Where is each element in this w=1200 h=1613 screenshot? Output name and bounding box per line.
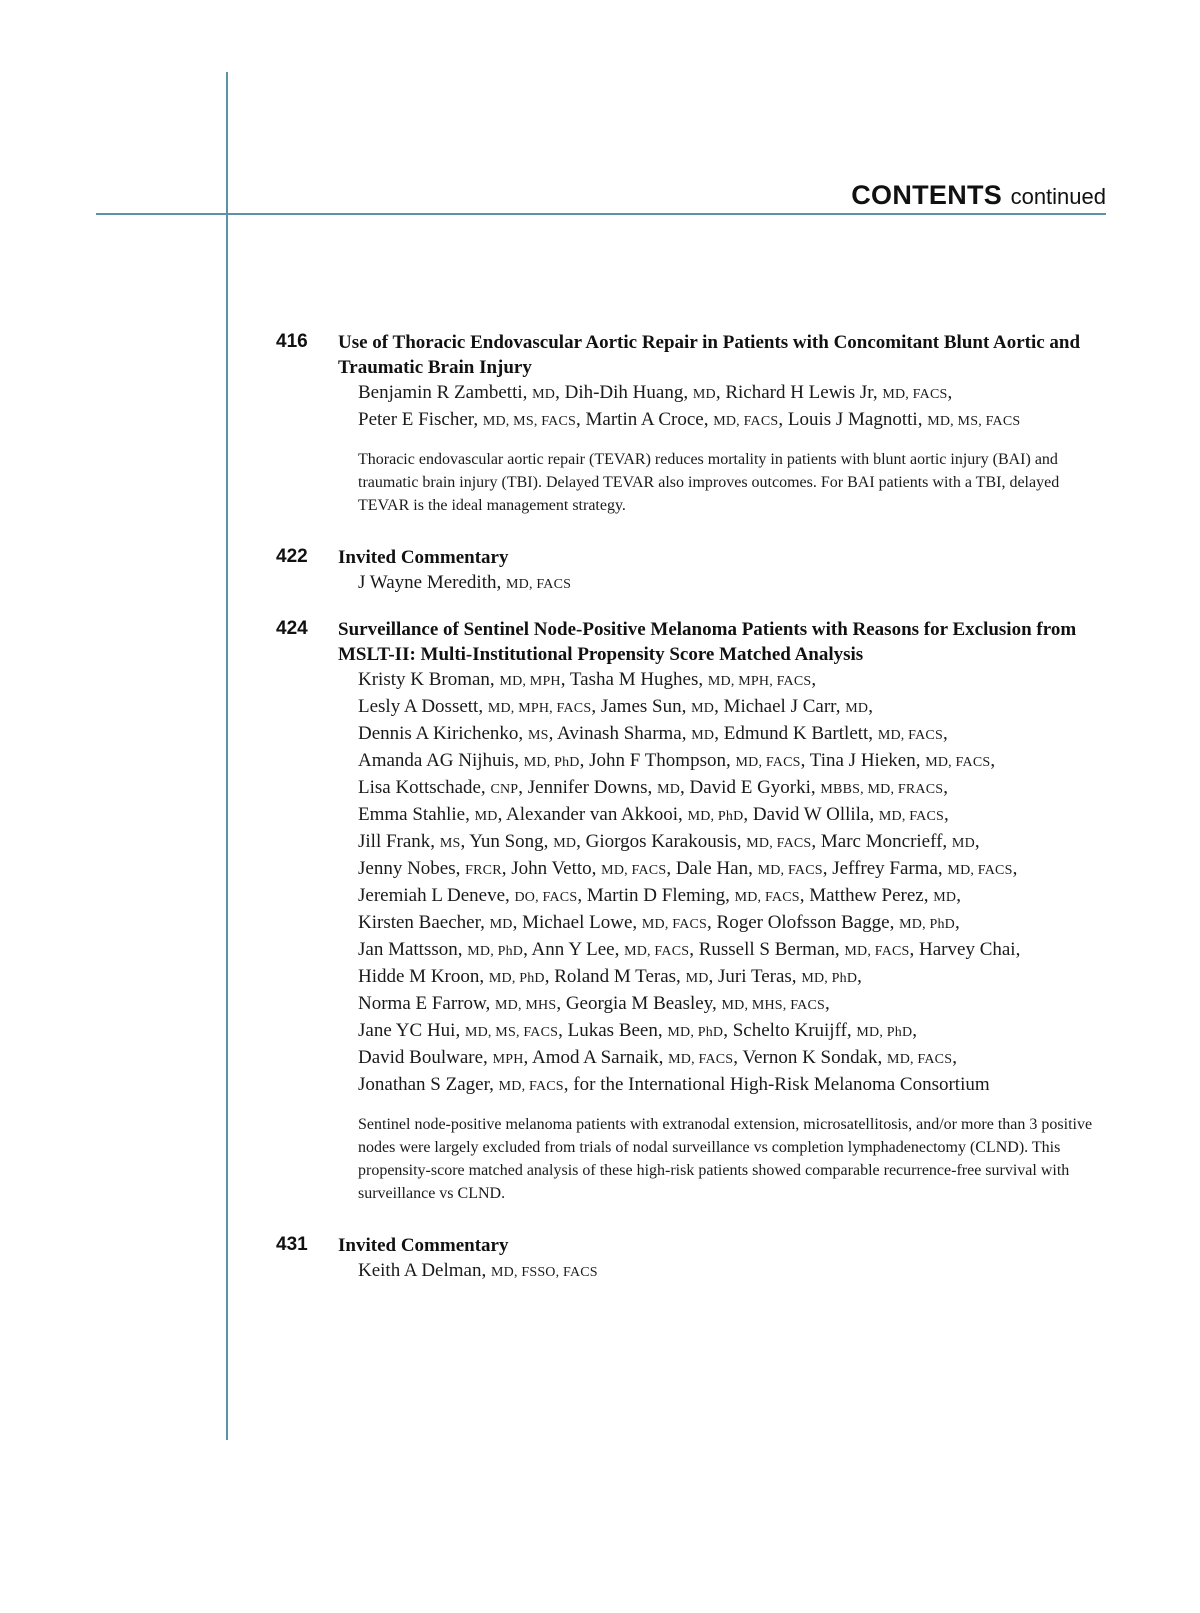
author-name: , Jennifer Downs, [518, 777, 658, 798]
author-degrees: MD, MHS, FACS [721, 998, 825, 1013]
author-list [338, 380, 1106, 434]
author-degrees: FRCR [465, 863, 502, 878]
author-degrees: MD, MS, FACS [464, 1025, 559, 1040]
author-name: David Boulware, [358, 1047, 493, 1068]
author-name: , Giorgos Karakousis, [576, 831, 747, 852]
author-degrees: MD, PhD [667, 1025, 724, 1040]
author-degrees: MD, FACS [757, 863, 823, 878]
author-line [358, 694, 1106, 721]
author-degrees: MD, PhD [687, 809, 744, 824]
author-name: , Marc Moncrieff, [811, 831, 952, 852]
author-degrees: MD [489, 917, 513, 932]
author-degrees: MD [951, 836, 975, 851]
author-degrees: MD [691, 728, 715, 743]
toc-entry[interactable] [276, 1233, 1106, 1285]
author-name: , Dale Han, [666, 858, 758, 879]
author-name: Emma Stahlie, [358, 804, 475, 825]
author-degrees: MD, FACS [734, 890, 800, 905]
author-degrees: MD, FACS [735, 755, 801, 770]
author-name: , [824, 993, 830, 1014]
author-name: , [956, 885, 961, 906]
author-name: Amanda AG Nijhuis, [358, 750, 524, 771]
author-name: , [868, 696, 873, 717]
author-list [338, 570, 1106, 597]
author-name: Hidde M Kroon, [358, 966, 489, 987]
author-degrees: MD [474, 809, 498, 824]
author-name: J Wayne Meredith, [358, 572, 506, 593]
author-line [358, 1018, 1106, 1045]
author-line [358, 748, 1106, 775]
horizontal-rule [96, 213, 1106, 215]
author-degrees: MD, FACS [505, 577, 572, 592]
page-number: 416 [276, 331, 308, 352]
author-name: , [954, 912, 960, 933]
author-line [358, 1045, 1106, 1072]
author-degrees: MD, MHS [495, 998, 557, 1013]
author-degrees: MD, FACS [624, 944, 690, 959]
author-degrees: MD, PhD [899, 917, 955, 932]
author-name: , Juri Teras, [708, 966, 802, 987]
page-number: 422 [276, 546, 308, 567]
author-name: Jane YC Hui, [358, 1020, 465, 1041]
author-degrees: MD, MPH, FACS [487, 701, 592, 716]
author-degrees: MD, PhD [467, 944, 524, 959]
author-name: , David W Ollila, [743, 804, 879, 825]
author-name: , [952, 1047, 957, 1068]
author-degrees: MD, FACS [925, 755, 991, 770]
author-line [358, 910, 1106, 937]
author-name: , Amod A Sarnaik, [523, 1047, 669, 1068]
author-degrees: MD [933, 890, 957, 905]
author-name: , [1012, 858, 1018, 879]
author-degrees: MD, MPH [499, 674, 561, 689]
author-name: Jill Frank, [358, 831, 440, 852]
toc-entry[interactable] [276, 330, 1106, 517]
author-name: Jan Mattsson, [358, 939, 468, 960]
author-line [358, 721, 1106, 748]
page-number: 431 [276, 1234, 308, 1255]
author-name: Keith A Delman, [358, 1260, 491, 1281]
author-name: , Edmund K Bartlett, [714, 723, 878, 744]
author-line [358, 570, 1106, 597]
article-summary: Thoracic endovascular aortic repair (TEVAR) reduces mortality in patients with blunt aortic injury (BAI) and traumatic brain injury (TBI). Delayed TEVAR also improves outcomes. For BAI patients with a TBI, delayed TEVAR is the ideal management strategy. [358, 451, 1060, 514]
author-name: , Ann Y Lee, [523, 939, 625, 960]
author-degrees: MBBS, MD, FRACS [820, 782, 944, 797]
author-name: , Harvey Chai, [909, 939, 1021, 960]
author-name: , [990, 750, 996, 771]
header-title: CONTENTS [851, 180, 1003, 210]
author-name: , Roger Olofsson Bagge, [707, 912, 900, 933]
author-name: , [942, 723, 948, 744]
author-list [338, 667, 1106, 1099]
author-degrees: MS [527, 728, 549, 743]
author-name: Jenny Nobes, [358, 858, 466, 879]
author-line [358, 667, 1106, 694]
author-name: Lisa Kottschade, [358, 777, 491, 798]
article-summary: Sentinel node-positive melanoma patients with extranodal extension, microsatellitosis, and/or more than 3 positive nodes were largely excluded from trials of nodal surveillance vs completion lymphadenectomy (CLND). This propensity-score matched analysis of these high-risk patients showed comparable recurrence-free survival with surveillance vs CLND. [358, 1116, 1093, 1202]
author-list [338, 1258, 1106, 1285]
author-name: , Matthew Perez, [799, 885, 934, 906]
author-name: , Martin D Fleming, [577, 885, 735, 906]
author-name: Peter E Fischer, [358, 409, 483, 430]
author-name: , [943, 777, 948, 798]
author-line [358, 856, 1106, 883]
author-name: , [811, 669, 817, 690]
author-degrees: MD, FACS [641, 917, 708, 932]
author-degrees: MD [553, 836, 577, 851]
article-title[interactable]: Invited Commentary [338, 547, 509, 568]
author-name: Norma E Farrow, [358, 993, 496, 1014]
author-name: Kristy K Broman, [358, 669, 500, 690]
author-degrees: MD, MS, FACS [482, 414, 577, 429]
author-degrees: MD, FACS [746, 836, 812, 851]
author-line [358, 937, 1106, 964]
header-subtitle: continued [1010, 184, 1106, 209]
author-degrees: MD, PhD [523, 755, 580, 770]
article-title[interactable]: Surveillance of Sentinel Node-Positive Melanoma Patients with Reasons for Exclusion from MSLT-II: Multi-Institutional Propensity Score Matched Analysis [338, 619, 1077, 665]
author-name: , Martin A Croce, [576, 409, 714, 430]
author-name: , Avinash Sharma, [548, 723, 692, 744]
toc-entry[interactable] [276, 545, 1106, 597]
author-name: , Michael Lowe, [512, 912, 642, 933]
author-degrees: MD, FACS [498, 1079, 564, 1094]
author-line [358, 991, 1106, 1018]
author-name: , Jeffrey Farma, [822, 858, 948, 879]
author-name: , Alexander van Akkooi, [497, 804, 688, 825]
author-name: , [912, 1020, 918, 1041]
author-name: , for the International High-Risk Melanoma Consortium [563, 1074, 990, 1095]
author-degrees: MD, FACS [882, 387, 948, 402]
author-degrees: CNP [490, 782, 519, 797]
author-name: , Roland M Teras, [544, 966, 686, 987]
author-degrees: MD [657, 782, 681, 797]
author-degrees: MD, FACS [601, 863, 667, 878]
author-name: , Louis J Magnotti, [778, 409, 928, 430]
author-degrees: MD, FACS [844, 944, 910, 959]
author-name: , John Vetto, [501, 858, 602, 879]
page-number: 424 [276, 618, 308, 639]
author-degrees: MD, FACS [887, 1052, 953, 1067]
author-name: , John F Thompson, [579, 750, 736, 771]
article-title[interactable]: Use of Thoracic Endovascular Aortic Repair in Patients with Concomitant Blunt Aortic and Traumatic Brain Injury [338, 332, 1081, 378]
toc-entry[interactable] [276, 617, 1106, 1205]
author-line [358, 1258, 1106, 1285]
author-name: , Schelto Kruijff, [723, 1020, 857, 1041]
article-title[interactable]: Invited Commentary [338, 1235, 509, 1256]
author-name: Jeremiah L Deneve, [358, 885, 515, 906]
author-line [358, 775, 1106, 802]
author-name: , [974, 831, 980, 852]
author-degrees: MD, FACS [947, 863, 1013, 878]
author-degrees: MD [692, 387, 716, 402]
author-degrees: MD [685, 971, 709, 986]
author-name: , Richard H Lewis Jr, [715, 382, 883, 403]
author-name: , David E Gyorki, [680, 777, 821, 798]
author-degrees: DO, FACS [514, 890, 578, 905]
author-degrees: MD, MS, FACS [927, 414, 1021, 429]
author-degrees: MD, FACS [668, 1052, 734, 1067]
author-name: , Russell S Berman, [689, 939, 845, 960]
author-name: Jonathan S Zager, [358, 1074, 499, 1095]
author-degrees: MPH [492, 1052, 524, 1067]
author-degrees: MD [532, 387, 556, 402]
author-degrees: MD, PhD [856, 1025, 913, 1040]
author-degrees: MD [845, 701, 869, 716]
author-name: , Georgia M Beasley, [556, 993, 722, 1014]
author-name: , Michael J Carr, [714, 696, 846, 717]
author-line [358, 964, 1106, 991]
author-name: Benjamin R Zambetti, [358, 382, 533, 403]
author-degrees: MD, FACS [713, 414, 779, 429]
author-line [358, 883, 1106, 910]
author-name: , Yun Song, [460, 831, 554, 852]
author-degrees: MD, PhD [488, 971, 545, 986]
author-name: , [947, 382, 953, 403]
author-name: , Vernon K Sondak, [733, 1047, 888, 1068]
author-degrees: MD, FACS [877, 728, 943, 743]
author-line [358, 802, 1106, 829]
author-name: , Lukas Been, [558, 1020, 668, 1041]
author-name: , Tasha M Hughes, [560, 669, 708, 690]
author-line [358, 407, 1106, 434]
author-degrees: MD, FACS [878, 809, 945, 824]
contents-header [851, 180, 1106, 211]
author-degrees: MD, FSSO, FACS [490, 1265, 598, 1280]
author-name: , Dih-Dih Huang, [555, 382, 693, 403]
author-degrees: MD [691, 701, 715, 716]
author-name: Lesly A Dossett, [358, 696, 488, 717]
author-name: Dennis A Kirichenko, [358, 723, 528, 744]
author-line [358, 380, 1106, 407]
contents-list [276, 330, 1106, 1285]
author-name: , James Sun, [591, 696, 692, 717]
author-name: , [857, 966, 862, 987]
author-degrees: MD, PhD [801, 971, 858, 986]
author-degrees: MS [439, 836, 461, 851]
author-name: , Tina J Hieken, [800, 750, 926, 771]
vertical-rule [226, 72, 228, 1440]
author-degrees: MD, MPH, FACS [707, 674, 812, 689]
author-name: Kirsten Baecher, [358, 912, 490, 933]
author-line [358, 1072, 1106, 1099]
author-name: , [944, 804, 949, 825]
author-line [358, 829, 1106, 856]
